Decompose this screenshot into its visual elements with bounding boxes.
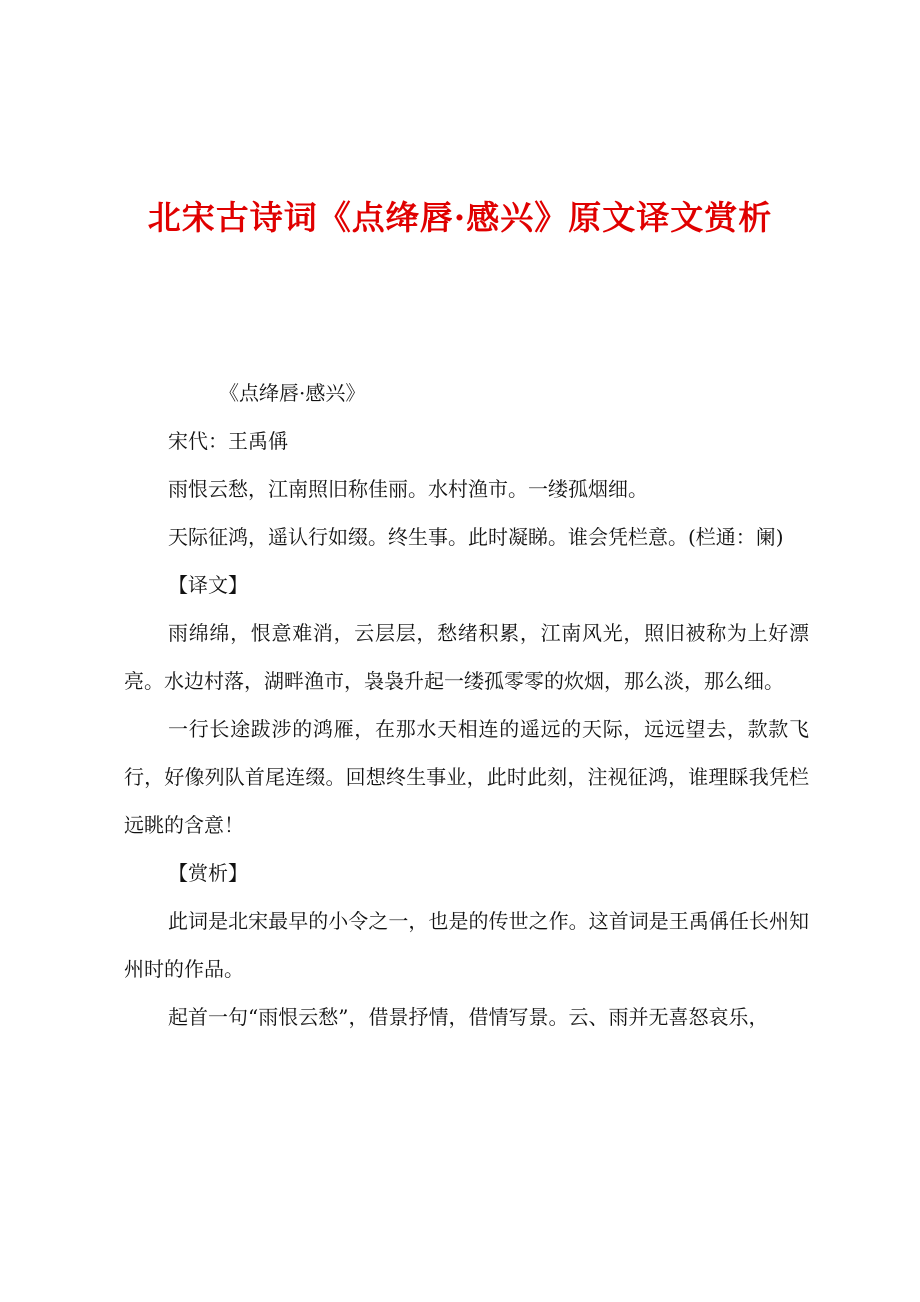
- appreciation-heading: 【赏析】: [168, 861, 248, 885]
- document-body: [124, 369, 809, 1041]
- document-title: 北宋古诗词《点绛唇·感兴》原文译文赏析: [147, 198, 773, 237]
- appreciation-paragraph: 起首一句“雨恨云愁”，借景抒情，借情写景。云、雨并无喜怒哀乐，: [168, 1005, 769, 1029]
- poem-title: 《点绛唇·感兴》: [219, 381, 366, 405]
- poem-author: 宋代：王禹偁: [168, 429, 288, 453]
- appreciation-paragraph: 此词是北宋最早的小令之一，也是的传世之作。这首词是王禹偁任长州知州时的作品。: [124, 909, 809, 981]
- poem-line: 天际征鸿，遥认行如缀。终生事。此时凝睇。谁会凭栏意。(栏通：阑): [168, 525, 784, 549]
- translation-paragraph: 雨绵绵，恨意难消，云层层，愁绪积累，江南风光，照旧被称为上好漂亮。水边村落，湖畔渔市，袅袅升起一缕孤零零的炊烟，那么淡，那么细。: [124, 621, 809, 693]
- translation-paragraph: 一行长途跋涉的鸿雁，在那水天相连的遥远的天际，远远望去，款款飞行，好像列队首尾连缀。回想终生事业，此时此刻，注视征鸿，谁理睬我凭栏远眺的含意！: [124, 717, 809, 837]
- poem-line: 雨恨云愁，江南照旧称佳丽。水村渔市。一缕孤烟细。: [168, 477, 648, 501]
- translation-heading: 【译文】: [168, 573, 248, 597]
